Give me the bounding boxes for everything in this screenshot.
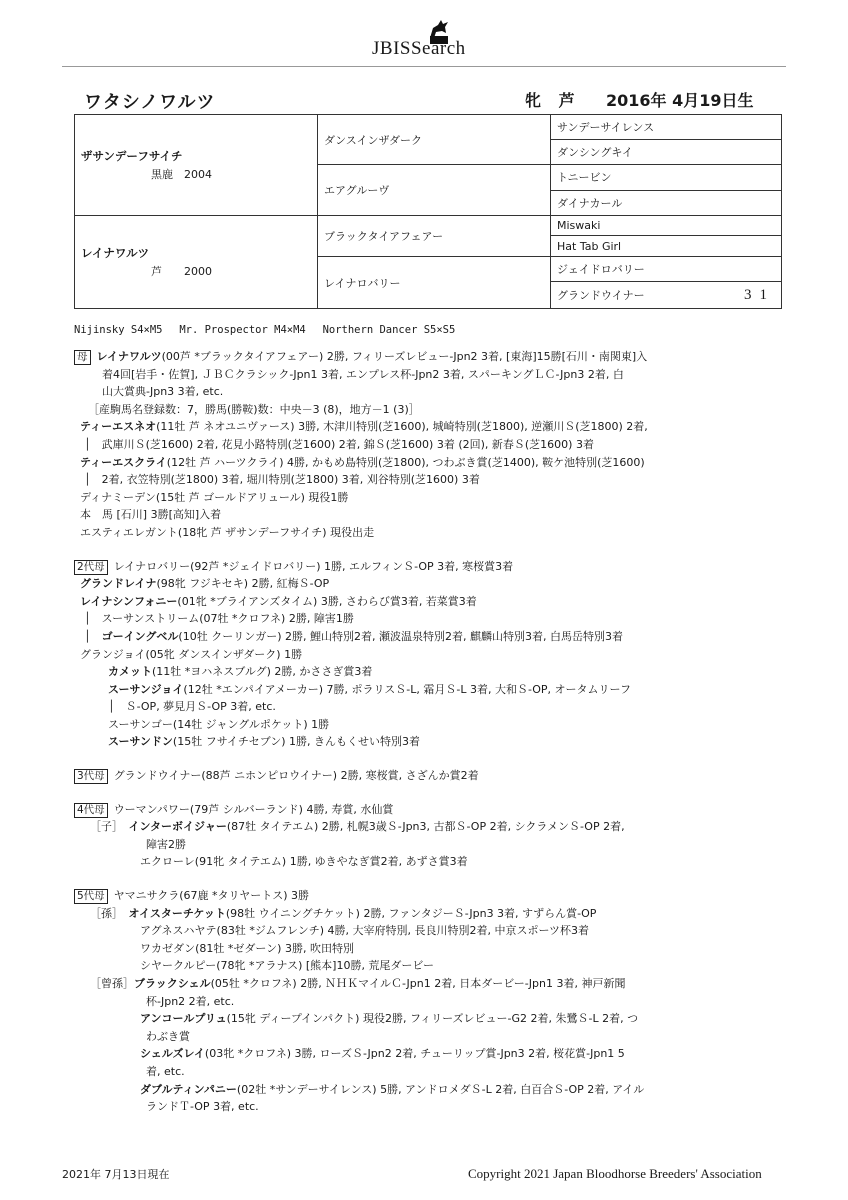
family-number: 31 — [744, 286, 775, 303]
record-text: スーサンゴー(14牡 ジャングルポケット) 1勝 — [108, 717, 330, 731]
record-line — [74, 593, 794, 611]
logo-jbis: JBIS — [372, 38, 411, 59]
record-line — [74, 993, 794, 1011]
dam-name[interactable]: レイナワルツ — [81, 245, 150, 260]
record-line — [74, 1063, 794, 1081]
record-line — [74, 681, 794, 699]
record-line — [74, 1081, 794, 1099]
record-text: アグネスハヤテ(83牡 *ジムフレンチ) 4勝, 大宰府特別, 長良川特別2着, 中京スポーツ杯3着 — [140, 924, 590, 938]
record-text: 障害2勝 — [146, 837, 186, 851]
record-line — [74, 767, 794, 785]
section-gap — [74, 542, 794, 558]
record-line — [74, 418, 794, 436]
record-text: ［子］ インターボイジャー(87牡 タイテエム) 2勝, 札幌3歳Ｓ-Jpn3, 古都Ｓ-OP 2着, シクラメンＳ-OP 2着, — [90, 820, 625, 834]
record-line — [74, 524, 794, 542]
sire-name[interactable]: ザサンデーフサイチ — [81, 148, 183, 163]
record-line — [74, 454, 794, 472]
record-text: │ スーサンストリーム(07牡 *クロフネ) 2勝, 障害1勝 — [84, 612, 354, 626]
record-text: ワカゼダン(81牡 *ゼダーン) 3勝, 吹田特別 — [140, 941, 354, 955]
record-text: 杯-Jpn2 2着, etc. — [146, 994, 235, 1008]
record-text: グランドレイナ(98牝 フジキセキ) 2勝, 紅梅Ｓ-OP — [80, 577, 330, 591]
record-line — [74, 975, 794, 993]
record-text: エクローレ(91牝 タイテエム) 1勝, ゆきやなぎ賞2着, あずさ賞3着 — [140, 855, 468, 869]
record-line — [74, 836, 794, 854]
record-line — [74, 401, 794, 419]
pedigree-g2-2[interactable]: ブラックタイアフェアー — [318, 215, 551, 256]
family-record — [74, 348, 794, 1116]
section-gap — [74, 751, 794, 767]
generation-tag: 2代母 — [74, 560, 108, 575]
pedigree-g3-4[interactable]: Miswaki — [551, 215, 782, 236]
record-line — [74, 436, 794, 454]
record-text: わぶき賞 — [146, 1029, 190, 1043]
pedigree-g3-1[interactable]: ダンシングキイ — [551, 140, 782, 165]
record-line — [74, 628, 794, 646]
record-line — [74, 471, 794, 489]
pedigree-g2-1[interactable]: エアグルーヴ — [318, 165, 551, 215]
generation-tag: 母 — [74, 350, 91, 365]
record-line — [74, 646, 794, 664]
record-line — [74, 1028, 794, 1046]
record-line — [74, 853, 794, 871]
pedigree-g3-2[interactable]: トニービン — [551, 165, 782, 190]
record-text: ティーエスネオ(11牡 芦 ネオユニヴァース) 3勝, 木津川特別(芝1600), 城崎特別(芝1800), 逆瀬川Ｓ(芝1800) 2着, — [80, 420, 648, 434]
record-text: 山大賞典-Jpn3 3着, etc. — [102, 385, 224, 399]
record-text: ウーマンパワー(79芦 シルバーランド) 4勝, 寿賞, 水仙賞 — [113, 802, 394, 816]
record-text: ランドＴ-OP 3着, etc. — [146, 1100, 259, 1114]
logo-search: Search — [410, 38, 466, 59]
record-text: │ 2着, 衣笠特別(芝1800) 3着, 堀川特別(芝1800) 3着, 刈谷特別(芝1600) 3着 — [84, 473, 480, 487]
footer-date: 2021年 7月13日現在 — [62, 1168, 170, 1181]
record-line — [74, 922, 794, 940]
record-line — [74, 957, 794, 975]
record-line — [74, 348, 794, 366]
record-text: シェルズレイ(03牝 *クロフネ) 3勝, ローズＳ-Jpn2 2着, チューリップ賞-Jpn3 2着, 桜花賞-Jpn1 5 — [140, 1047, 625, 1061]
section-gap — [74, 785, 794, 801]
record-text: ディナミーデン(15牡 芦 ゴールドアリュール) 現役1勝 — [80, 490, 349, 504]
record-line — [74, 663, 794, 681]
record-line — [74, 1045, 794, 1063]
record-text: ティーエスクライ(12牡 芦 ハーツクライ) 4勝, かもめ島特別(芝1800), つわぶき賞(芝1400), 鞍ケ池特別(芝1600) — [80, 455, 645, 469]
record-text: 着4回[岩手・佐賀], ＪＢＣクラシック-Jpn1 3着, エンプレス杯-Jpn2 3着, スパーキングＬＣ-Jpn3 2着, 白 — [102, 367, 624, 381]
record-text: レイナシンフォニー(01牝 *ブライアンズタイム) 3勝, さわらび賞3着, 若菜賞3着 — [80, 594, 477, 608]
record-line — [74, 818, 794, 836]
record-text: │ ゴーイングベル(10牡 クーリンガー) 2勝, 鯉山特別2着, 瀬波温泉特別2着, 麒麟山特別3着, 白馬岳特別3着 — [84, 629, 623, 643]
pedigree-g2-0[interactable]: ダンスインザダーク — [318, 115, 551, 165]
header-divider — [62, 66, 786, 67]
pedigree-g3-0[interactable]: サンデーサイレンス — [551, 115, 782, 140]
birth-date: 2016年 4月19日生 — [606, 91, 754, 110]
record-text: ダブルティンパニー(02牡 *サンデーサイレンス) 5勝, アンドロメダＳ-L 2着, 白百合Ｓ-OP 2着, アイル — [140, 1082, 645, 1096]
record-text: グランジョイ(05牝 ダンスインザダーク) 1勝 — [80, 647, 303, 661]
record-line — [74, 383, 794, 401]
record-line — [74, 940, 794, 958]
pedigree-g3-3[interactable]: ダイナカール — [551, 190, 782, 215]
record-text: ［産駒馬名登録数：7，勝馬(勝鞍)数：中央－3 (8)，地方－1 (3)］ — [88, 402, 420, 416]
record-text: アンコールプリュ(15牝 ディープインパクト) 現役2勝, フィリーズレビュー-G2 2着, 朱鷺Ｓ-L 2着, つ — [140, 1012, 639, 1026]
record-text: 本 馬 [石川] 3勝[高知]入着 — [80, 508, 222, 522]
record-text: スーサンジョイ(12牡 *エンパイアメーカー) 7勝, ポラリスＳ-L, 霜月Ｓ-L 3着, 大和Ｓ-OP, オータムリーフ — [108, 682, 631, 696]
pedigree-g3-5[interactable]: Hat Tab Girl — [551, 236, 782, 257]
record-line — [74, 506, 794, 524]
record-line — [74, 489, 794, 507]
record-line — [74, 610, 794, 628]
record-line — [74, 716, 794, 734]
record-text: エスティエレガント(18牝 芦 ザサンデーフサイチ) 現役出走 — [80, 525, 375, 539]
pedigree-table — [74, 114, 782, 309]
record-line — [74, 558, 794, 576]
dam-cell — [75, 215, 318, 308]
record-text: グランドウイナー(88芦 ニホンピロウイナー) 2勝, 寒桜賞, さざんか賞2着 — [113, 769, 479, 783]
pedigree-g3-7[interactable] — [551, 282, 782, 309]
record-text: レイナワルツ(00芦 *ブラックタイアフェアー) 2勝, フィリーズレビュー-Jpn2 3着, [東海]15勝[石川・南関東]入 — [96, 350, 648, 363]
sex-color: 牝 芦 — [525, 91, 581, 110]
record-text: 着, etc. — [146, 1064, 185, 1078]
record-line — [74, 366, 794, 384]
footer-copyright: Copyright 2021 Japan Bloodhorse Breeders' Association — [468, 1166, 762, 1181]
inbreeding-crosses: Nijinsky S4×M5 Mr. Prospector M4×M4 Northern Dancer S5×S5 — [74, 324, 456, 336]
g3-7-name: グランドウイナー — [557, 288, 645, 302]
record-line — [74, 905, 794, 923]
record-line — [74, 1010, 794, 1028]
record-text: ［曾孫］ブラックシェル(05牡 *クロフネ) 2勝, ＮＨＫマイルＣ-Jpn1 2着, 日本ダービー-Jpn1 3着, 神戸新聞 — [90, 977, 626, 990]
record-text: ヤマニサクラ(67鹿 *タリヤートス) 3勝 — [113, 889, 309, 903]
record-line — [74, 801, 794, 819]
record-line — [74, 733, 794, 751]
dam-info: 芦 2000 — [151, 264, 212, 278]
jbis-logo[interactable] — [372, 18, 512, 62]
record-line — [74, 887, 794, 905]
record-text: ［孫］ オイスターチケット(98牡 ウイニングチケット) 2勝, ファンタジーＳ-Jpn3 3着, すずらん賞-OP — [90, 906, 597, 920]
record-text: │ Ｓ-OP, 夢見月Ｓ-OP 3着, etc. — [108, 700, 276, 714]
record-text: レイナロバリー(92芦 *ジェイドロバリー) 1勝, エルフィンＳ-OP 3着, 寒桜賞3着 — [113, 559, 514, 573]
generation-tag: 4代母 — [74, 803, 108, 818]
horse-name: ワタシノワルツ — [84, 92, 216, 113]
generation-tag: 5代母 — [74, 889, 108, 904]
pedigree-g3-6[interactable]: ジェイドロバリー — [551, 257, 782, 282]
sire-cell — [75, 115, 318, 216]
record-text: スーサンドン(15牡 フサイチセブン) 1勝, きんもくせい特別3着 — [108, 735, 421, 749]
record-line — [74, 575, 794, 593]
record-text: │ 武庫川Ｓ(芝1600) 2着, 花見小路特別(芝1600) 2着, 錦Ｓ(芝1600) 3着 (2回), 新春Ｓ(芝1600) 3着 — [84, 437, 594, 451]
record-line — [74, 1098, 794, 1116]
record-text: カメット(11牡 *ヨハネスブルグ) 2勝, かささぎ賞3着 — [108, 665, 373, 679]
section-gap — [74, 871, 794, 887]
record-text: シヤークルピー(78牝 *アラナス) [熊本]10勝, 荒尾ダービー — [140, 959, 434, 973]
sire-info: 黒鹿 2004 — [151, 167, 212, 181]
record-line — [74, 698, 794, 716]
generation-tag: 3代母 — [74, 769, 108, 784]
pedigree-g2-3[interactable]: レイナロバリー — [318, 257, 551, 309]
